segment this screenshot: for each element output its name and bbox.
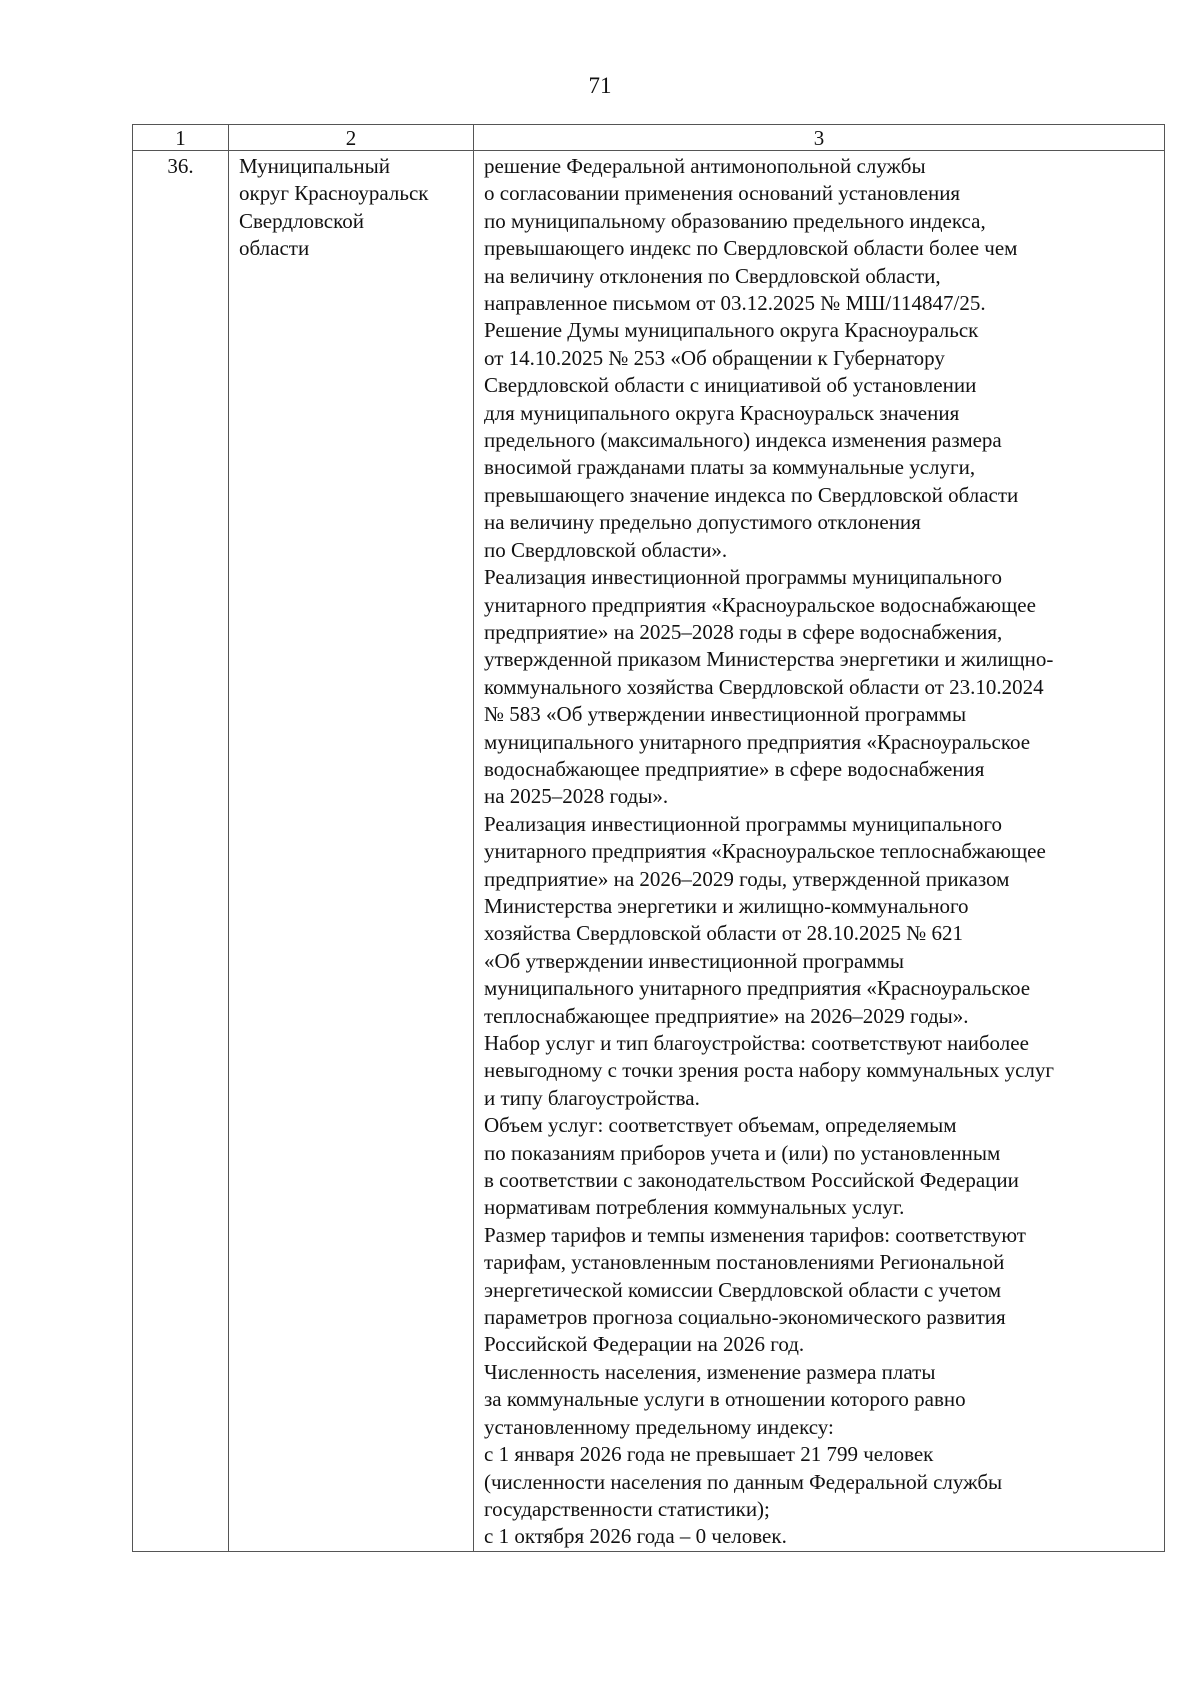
description-line: Численность населения, изменение размера платы xyxy=(484,1359,936,1384)
description-line: превышающего индекс по Свердловской области более чем xyxy=(484,236,1018,261)
municipality-name-line: округ Красноуральск xyxy=(239,181,429,206)
description-line: и типу благоустройства. xyxy=(484,1085,700,1110)
description-line: теплоснабжающее предприятие» на 2026–2029 годы». xyxy=(484,1003,969,1028)
column-header-3: 3 xyxy=(474,125,1165,151)
description-line: предприятие» на 2026–2029 годы, утвержденной приказом xyxy=(484,866,1010,891)
description-line: от 14.10.2025 № 253 «Об обращении к Губернатору xyxy=(484,345,945,370)
municipality-name-line: области xyxy=(239,236,310,261)
description-line: унитарного предприятия «Красноуральское теплоснабжающее xyxy=(484,839,1046,864)
municipality-name-line: Свердловской xyxy=(239,208,364,233)
description-line: на величину предельно допустимого отклонения xyxy=(484,510,921,535)
description-line: (численности населения по данным Федеральной службы xyxy=(484,1469,1003,1494)
description-line: муниципального унитарного предприятия «Красноуральское xyxy=(484,976,1031,1001)
description-line: коммунального хозяйства Свердловской области от 23.10.2024 xyxy=(484,674,1044,699)
description-line: направленное письмом от 03.12.2025 № МШ/114847/25. xyxy=(484,291,986,316)
description-line: за коммунальные услуги в отношении которого равно xyxy=(484,1387,966,1412)
description-line: невыгодному с точки зрения роста набору коммунальных услуг xyxy=(484,1058,1055,1083)
description-line: Свердловской области с инициативой об установлении xyxy=(484,373,977,398)
description-line: утвержденной приказом Министерства энергетики и жилищно- xyxy=(484,647,1054,672)
description-line: государственности статистики); xyxy=(484,1496,770,1521)
column-header-1: 1 xyxy=(133,125,229,151)
document-table xyxy=(132,124,1165,1552)
description-line: Реализация инвестиционной программы муниципального xyxy=(484,811,1002,836)
description-line: с 1 октября 2026 года – 0 человек. xyxy=(484,1524,787,1549)
description-line: для муниципального округа Красноуральск значения xyxy=(484,400,960,425)
description-line: тарифам, установленным постановлениями Региональной xyxy=(484,1250,1005,1275)
description-line: № 583 «Об утверждении инвестиционной программы xyxy=(484,702,967,727)
description-line: энергетической комиссии Свердловской области с учетом xyxy=(484,1277,1002,1302)
description-line: Российской Федерации на 2026 год. xyxy=(484,1332,805,1357)
description-line: вносимой гражданами платы за коммунальные услуги, xyxy=(484,455,976,480)
description-line: установленному предельному индексу: xyxy=(484,1414,834,1439)
description-line: Министерства энергетики и жилищно-коммунального xyxy=(484,893,969,918)
description-line: Набор услуг и тип благоустройства: соответствуют наиболее xyxy=(484,1031,1029,1055)
description-line: предельного (максимального) индекса изменения размера xyxy=(484,428,1002,453)
description-line: по муниципальному образованию предельного индекса, xyxy=(484,208,986,233)
description-line: по Свердловской области». xyxy=(484,537,728,562)
description-line: муниципального унитарного предприятия «Красноуральское xyxy=(484,729,1031,754)
description-line: с 1 января 2026 года не превышает 21 799 человек xyxy=(484,1442,934,1467)
description-line: Размер тарифов и темпы изменения тарифов: соответствуют xyxy=(484,1222,1026,1247)
description-line: по показаниям приборов учета и (или) по установленным xyxy=(484,1140,1001,1165)
municipality-name-line: Муниципальный xyxy=(239,154,390,178)
municipality-name xyxy=(229,151,474,1552)
description-line: Реализация инвестиционной программы муниципального xyxy=(484,565,1002,590)
grounds-description xyxy=(474,151,1165,1552)
page-number: 71 xyxy=(588,73,612,98)
description-line: нормативам потребления коммунальных услуг. xyxy=(484,1195,905,1220)
description-line: в соответствии с законодательством Российской Федерации xyxy=(484,1168,1019,1193)
description-line: «Об утверждении инвестиционной программы xyxy=(484,948,905,973)
description-line: Объем услуг: соответствует объемам, определяемым xyxy=(484,1113,957,1138)
description-line: Решение Думы муниципального округа Красноуральск xyxy=(484,318,979,343)
description-line: решение Федеральной антимонопольной службы xyxy=(484,154,926,178)
description-line: предприятие» на 2025–2028 годы в сфере водоснабжения, xyxy=(484,619,1003,644)
table-row xyxy=(133,151,1165,1552)
description-line: превышающего значение индекса по Свердловской области xyxy=(484,482,1019,507)
description-line: унитарного предприятия «Красноуральское водоснабжающее xyxy=(484,592,1036,617)
description-line: водоснабжающее предприятие» в сфере водоснабжения xyxy=(484,756,985,781)
description-line: параметров прогноза социально-экономического развития xyxy=(484,1305,1006,1330)
description-line: о согласовании применения оснований установления xyxy=(484,181,961,206)
row-number: 36. xyxy=(133,151,229,1552)
column-header-2: 2 xyxy=(229,125,474,151)
description-line: хозяйства Свердловской области от 28.10.2025 № 621 xyxy=(484,921,963,946)
description-line: на величину отклонения по Свердловской области, xyxy=(484,263,941,288)
description-line: на 2025–2028 годы». xyxy=(484,784,669,809)
table-header-row xyxy=(133,125,1165,151)
